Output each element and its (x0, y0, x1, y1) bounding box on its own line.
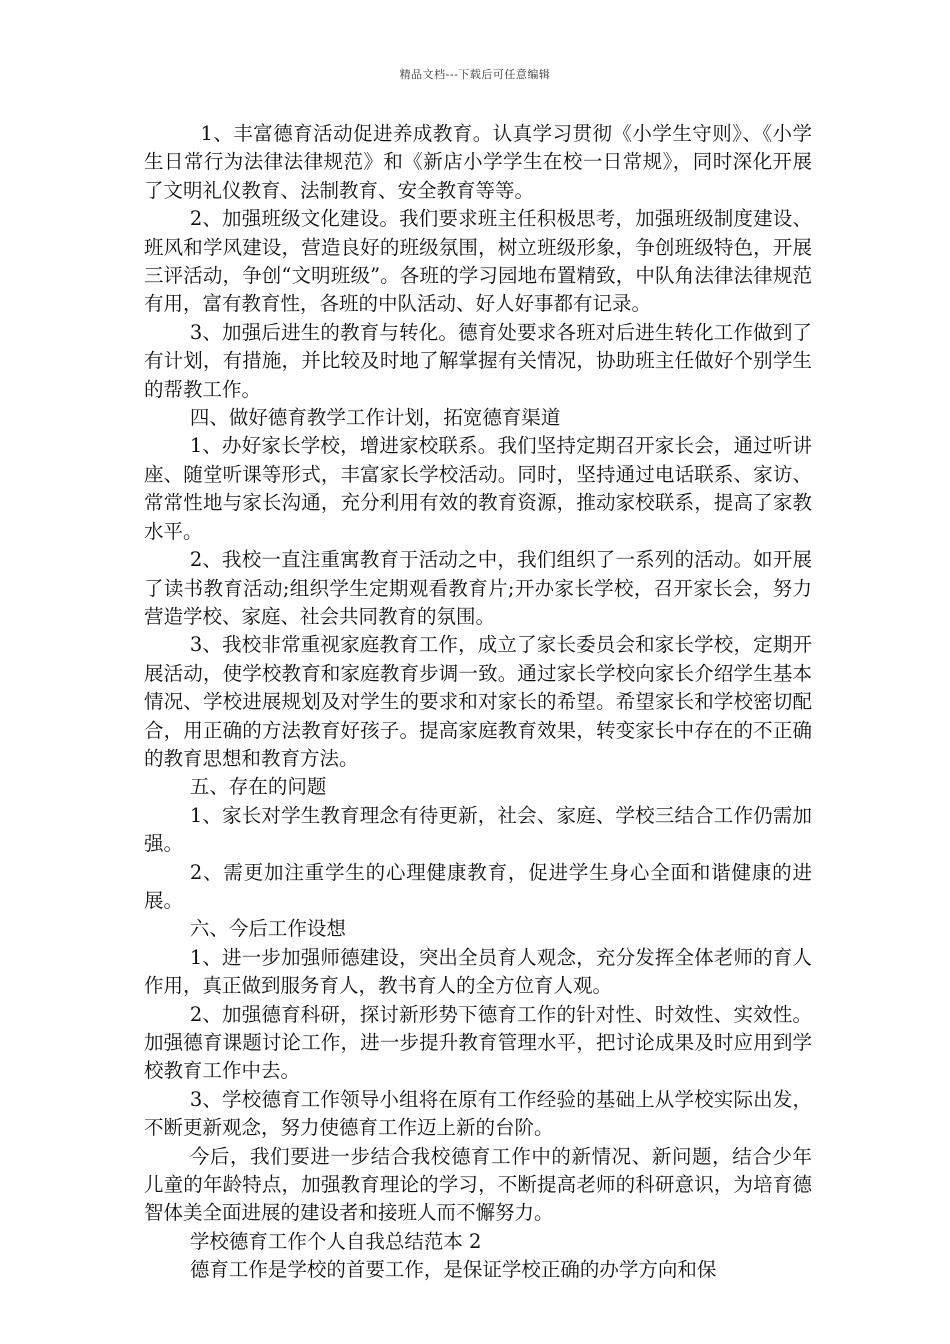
paragraph-item-6-2: 2、加强德育科研，探讨新形势下德育工作的针对性、时效性、实效性。加强德育课题讨论工作，进一步提升教育管理水平，把讨论成果及时应用到学校教育工作中去。 (144, 1002, 812, 1083)
paragraph-item-1: 1、丰富德育活动促进养成教育。认真学习贯彻《小学生守则》、《小学生日常行为法律法律规范》和《新店小学学生在校一日常规》，同时深化开展了文明礼仪教育、法制教育、安全教育等等。 (144, 122, 812, 202)
paragraph-item-4-1: 1、办好家长学校，增进家校联系。我们坚持定期召开家长会，通过听讲座、随堂听课等形式，丰富家长学校活动。同时，坚持通过电话联系、家访、常常性地与家长沟通，充分利用有效的教育资源，推动家校联系，提高了家教水平。 (144, 434, 812, 543)
paragraph-item-4-3: 3、我校非常重视家庭教育工作，成立了家长委员会和家长学校，定期开展活动，使学校教育和家庭教育步调一致。通过家长学校向家长介绍学生基本情况、学校进展规划及对学生的要求和对家长的希望。希望家长和学校密切配合，用正确的方法教育好孩子。提高家庭教育效果，转变家长中存在的不正确的教育思想和教育方法。 (144, 633, 812, 770)
paragraph-item-2: 2、加强班级文化建设。我们要求班主任积极思考，加强班级制度建设、班风和学风建设，营造良好的班级氛围，树立班级形象，争创班级特色，开展三评活动，争创“文明班级”。各班的学习园地布置精致，中队角法律法律规范有用，富有教育性，各班的中队活动、好人好事都有记录。 (144, 207, 812, 316)
paragraph-item-6-1: 1、进一步加强师德建设，突出全员育人观念，充分发挥全体老师的育人作用，真正做到服务育人，教书育人的全方位育人观。 (144, 945, 812, 998)
paragraph-continued: 德育工作是学校的首要工作，是保证学校正确的办学方向和保 (189, 1258, 717, 1282)
document-body (144, 120, 812, 1285)
paragraph-item-6-3: 3、学校德育工作领导小组将在原有工作经验的基础上从学校实际出发，不断更新观念，努力使德育工作迈上新的台阶。 (144, 1087, 812, 1140)
closing-paragraph: 今后，我们要进一步结合我校德育工作中的新情况、新问题，结合少年儿童的年龄特点，加强教育理论的学习，不断提高老师的科研意识，为培育德智体美全面进展的建设者和接班人而不懈努力。 (144, 1144, 812, 1225)
section-heading-5: 五、存在的问题 (189, 775, 327, 799)
paragraph-item-4-2: 2、我校一直注重寓教育于活动之中，我们组织了一系列的活动。如开展了读书教育活动;组织学生定期观看教育片;开办家长学校，召开家长会，努力营造学校、家庭、社会共同教育的氛围。 (144, 548, 812, 628)
paragraph-item-3: 3、加强后进生的教育与转化。德育处要求各班对后进生转化工作做到了有计划，有措施，并比较及时地了解掌握有关情况，协助班主任做好个别学生的帮教工作。 (144, 320, 812, 401)
paragraph-item-5-2: 2、需更加注重学生的心理健康教育，促进学生身心全面和谐健康的进展。 (144, 860, 812, 912)
paragraph-item-5-1: 1、家长对学生教育理念有待更新，社会、家庭、学校三结合工作仍需加强。 (144, 803, 812, 856)
section-heading-4: 四、做好德育教学工作计划，拓宽德育渠道 (189, 406, 561, 430)
page-header: 精品文档---下载后可任意编辑 (399, 68, 551, 81)
document-subtitle: 学校德育工作个人自我总结范本 2 (189, 1229, 482, 1253)
section-heading-6: 六、今后工作设想 (189, 917, 346, 941)
